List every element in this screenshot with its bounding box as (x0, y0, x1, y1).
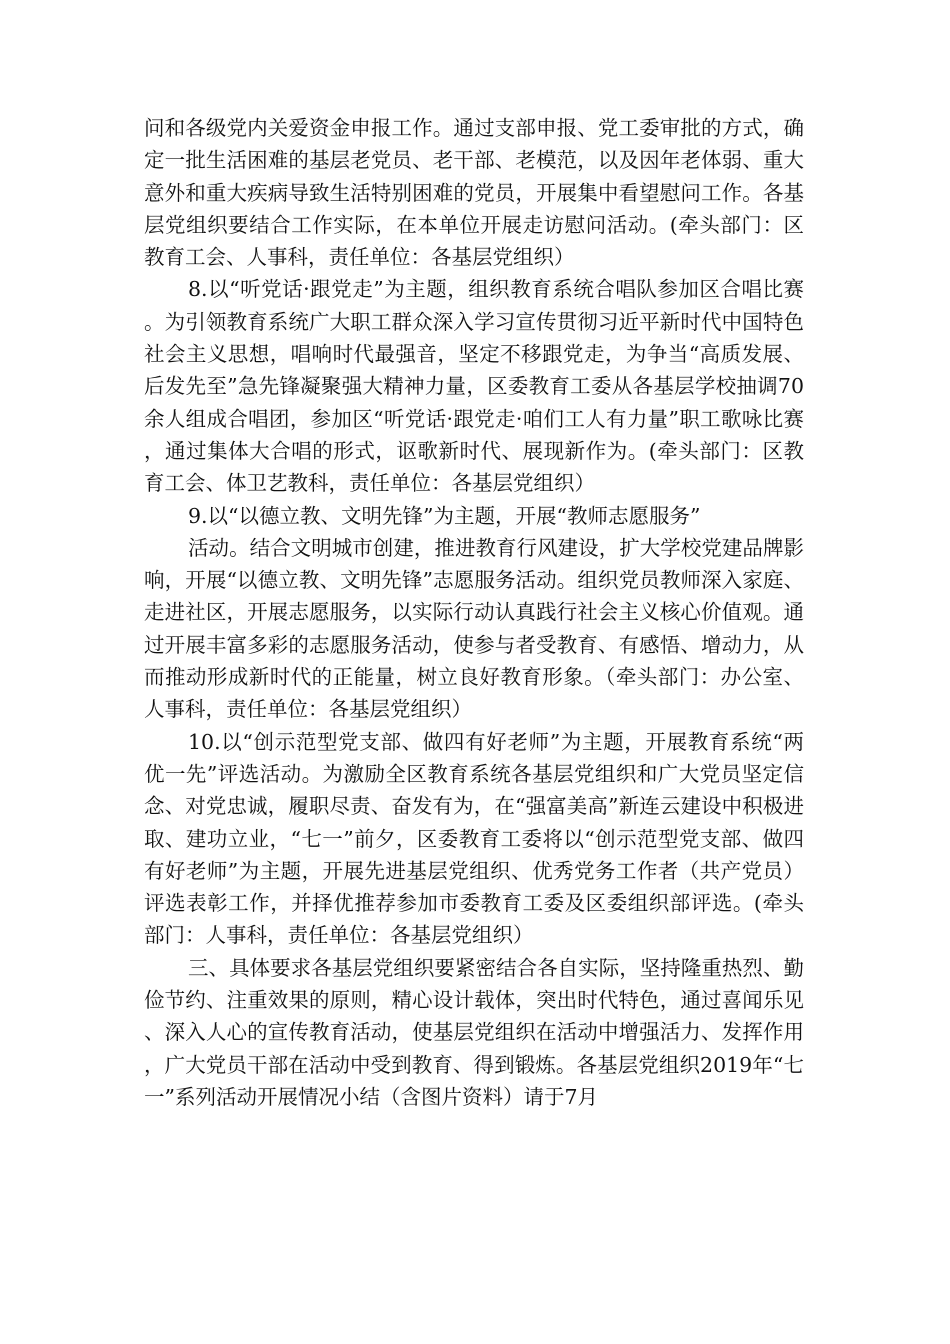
paragraph-item-10: 10.以“创示范型党支部、做四有好老师”为主题，开展教育系统“两优一先”评选活动。为激励全区教育系统各基层党组织和广大党员坚定信念、对党忠诚，履职尽责、奋发有为，在“强富美高”新连云建设中积极进取、建功立业，“七一”前夕，区委教育工委将以“创示范型党支部、做四有好老师”为主题，开展先进基层党组织、优秀党务工作者（共产党员）评选表彰工作，并择优推荐参加市委教育工委及区委组织部评选。(牵头部门：人事科，责任单位：各基层党组织） (144, 729, 804, 948)
paragraph-item-8: 8.以“听党话·跟党走”为主题，组织教育系统合唱队参加区合唱比赛。为引领教育系统广大职工群众深入学习宣传贯彻习近平新时代中国特色社会主义思想，唱响时代最强音，坚定不移跟党走，为争当“高质发展、后发先至”急先锋凝聚强大精神力量，区委教育工委从各基层学校抽调70余人组成合唱团，参加区“听党话·跟党走·咱们工人有力量”职工歌咏比赛，通过集体大合唱的形式，讴歌新时代、展现新作为。(牵头部门：区教育工会、体卫艺教科，责任单位：各基层党组织） (144, 277, 804, 496)
paragraph-section-3: 三、具体要求各基层党组织要紧密结合各自实际，坚持隆重热烈、勤俭节约、注重效果的原则，精心设计载体，突出时代特色，通过喜闻乐见、深入人心的宣传教育活动，使基层党组织在活动中增强活力、发挥作用，广大党员干部在活动中受到教育、得到锻炼。各基层党组织2019年“七一”系列活动开展情况小结（含图片资料）请于7月 (144, 955, 804, 1109)
paragraph-item-9-body: 活动。结合文明城市创建，推进教育行风建设，扩大学校党建品牌影响，开展“以德立教、文明先锋”志愿服务活动。组织党员教师深入家庭、走进社区，开展志愿服务，以实际行动认真践行社会主义核心价值观。通过开展丰富多彩的志愿服务活动，使参与者受教育、有感悟、增动力，从而推动形成新时代的正能量，树立良好教育形象。（牵头部门：办公室、人事科，责任单位：各基层党组织） (144, 535, 804, 722)
paragraph-item-9-heading: 9.以“以德立教、文明先锋”为主题，开展“教师志愿服务” (188, 503, 701, 528)
document-page (144, 112, 804, 1113)
paragraph-1: 问和各级党内关爱资金申报工作。通过支部申报、党工委审批的方式，确定一批生活困难的基层老党员、老干部、老模范，以及因年老体弱、重大意外和重大疾病导致生活特别困难的党员，开展集中看望慰问工作。各基层党组织要结合工作实际，在本单位开展走访慰问活动。(牵头部门：区教育工会、人事科，责任单位：各基层党组织） (144, 116, 804, 270)
